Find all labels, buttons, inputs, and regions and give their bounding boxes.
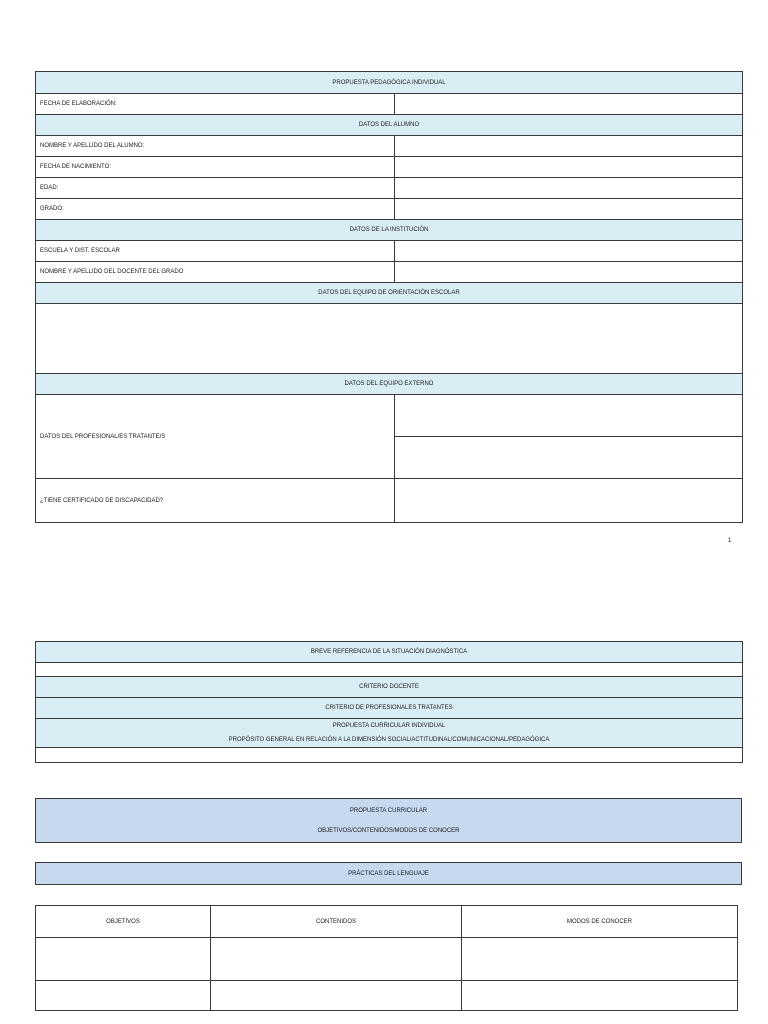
page-number: 1 xyxy=(728,538,732,544)
grado-label: GRADO: xyxy=(36,199,395,220)
propuesta-individual-title: PROPUESTA CURRICULAR INDIVIDUAL xyxy=(332,723,446,729)
column-header-contenidos: CONTENIDOS xyxy=(211,906,462,938)
profesional-field-2[interactable] xyxy=(395,437,743,479)
edad-label: EDAD: xyxy=(36,178,395,199)
column-header-modos: MODOS DE CONOCER xyxy=(462,906,738,938)
docente-grado-field[interactable] xyxy=(395,262,743,283)
equipo-orientacion-field[interactable] xyxy=(36,304,743,374)
nombre-alumno-label: NOMBRE Y APELLIDO DEL ALUMNO: xyxy=(36,136,395,157)
profesional-field-1[interactable] xyxy=(395,395,743,437)
escuela-field[interactable] xyxy=(395,241,743,262)
diagnostic-form xyxy=(35,641,743,763)
objetivos-contenidos-title: OBJETIVOS/CONTENIDOS/MODOS DE CONOCER xyxy=(317,827,460,834)
edad-field[interactable] xyxy=(395,178,743,199)
fecha-nacimiento-field[interactable] xyxy=(395,157,743,178)
criterio-profesionales-header: CRITERIO DE PROFESIONALES TRATANTES xyxy=(36,698,743,719)
propuesta-individual-header xyxy=(36,719,743,748)
proposito-field[interactable] xyxy=(36,748,743,763)
objetivos-cell[interactable] xyxy=(36,981,211,1011)
fecha-elaboracion-field[interactable] xyxy=(395,94,743,115)
escuela-label: ESCUELA Y DIST. ESCOLAR xyxy=(36,241,395,262)
contenidos-cell[interactable] xyxy=(211,938,462,981)
form-title: PROPUESTA PEDAGÓGICA INDIVIDUAL xyxy=(36,72,743,94)
profesionales-label: DATOS DEL PROFESIONAL/ES TRATANTE/S xyxy=(36,395,395,479)
datos-institucion-header: DATOS DE LA INSTITUCIÓN xyxy=(36,220,743,241)
grado-field[interactable] xyxy=(395,199,743,220)
fecha-nacimiento-label: FECHA DE NACIMIENTO: xyxy=(36,157,395,178)
column-header-objetivos: OBJETIVOS xyxy=(36,906,211,938)
certificado-label: ¿TIENE CERTIFICADO DE DISCAPACIDAD? xyxy=(36,479,395,523)
nombre-alumno-field[interactable] xyxy=(395,136,743,157)
certificado-field[interactable] xyxy=(395,479,743,523)
equipo-orientacion-header: DATOS DEL EQUIPO DE ORIENTACIÓN ESCOLAR xyxy=(36,283,743,304)
situacion-header: BREVE REFERENCIA DE LA SITUACIÓN DIAGNÓSTICA xyxy=(36,642,743,663)
propuesta-curricular-header xyxy=(36,799,742,843)
datos-alumno-header: DATOS DEL ALUMNO xyxy=(36,115,743,136)
situacion-field[interactable] xyxy=(36,663,743,677)
modos-cell[interactable] xyxy=(462,981,738,1011)
objetivos-table xyxy=(35,905,738,1011)
equipo-externo-header: DATOS DEL EQUIPO EXTERNO xyxy=(36,374,743,395)
modos-cell[interactable] xyxy=(462,938,738,981)
propuesta-curricular-title: PROPUESTA CURRICULAR xyxy=(349,807,428,814)
practicas-box xyxy=(35,862,742,885)
contenidos-cell[interactable] xyxy=(211,981,462,1011)
student-info-form xyxy=(35,71,743,523)
propuesta-curricular-box xyxy=(35,798,742,843)
practicas-header: PRÁCTICAS DEL LENGUAJE xyxy=(36,863,742,885)
fecha-elaboracion-label: FECHA DE ELABORACIÓN: xyxy=(36,94,395,115)
criterio-docente-header: CRITERIO DOCENTE xyxy=(36,677,743,698)
docente-grado-label: NOMBRE Y APELLIDO DEL DOCENTE DEL GRADO xyxy=(36,262,395,283)
objetivos-cell[interactable] xyxy=(36,938,211,981)
proposito-general: PROPÓSITO GENERAL EN RELACIÓN A LA DIMENSIÓN SOCIAL/ACTITUDINAL/COMUNICACIONAL/PEDAGÓGICA xyxy=(228,737,550,743)
